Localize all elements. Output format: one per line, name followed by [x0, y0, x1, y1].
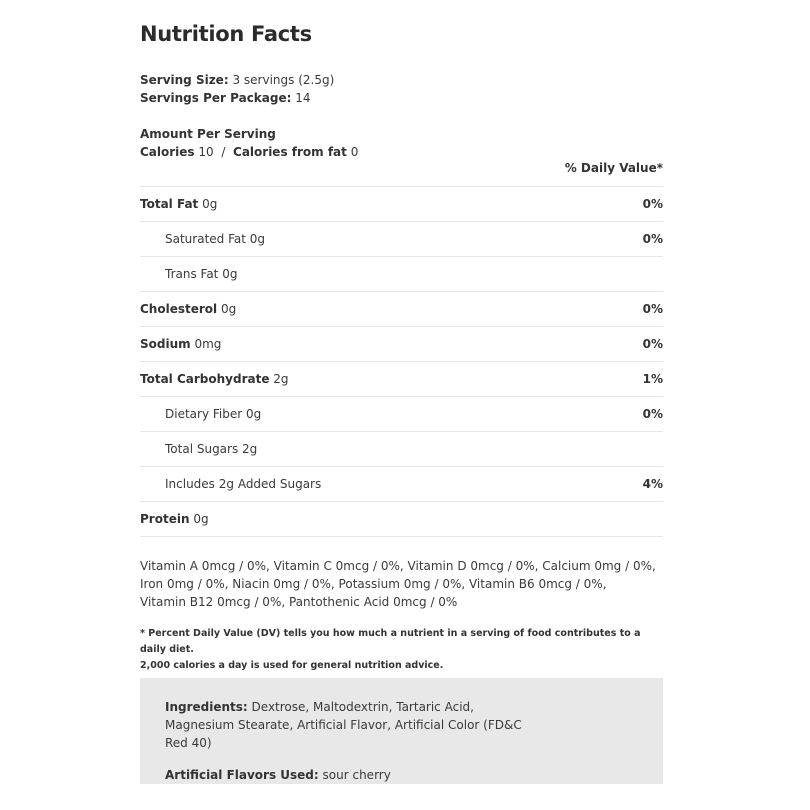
- ingredients-text: Dextrose, Maltodextrin, Tartaric Acid, Magnesium Stearate, Artificial Flavor, Artificial Color (FD&C Red 40): [165, 700, 522, 750]
- nutrient-percent: 0%: [642, 232, 663, 246]
- serving-size: [140, 71, 334, 89]
- ingredients-label: Ingredients:: [165, 700, 248, 714]
- daily-value-header: % Daily Value*: [564, 161, 663, 175]
- nutrient-value: 2g: [242, 442, 258, 456]
- nutrient-value: 0g: [222, 267, 238, 281]
- nutrient-value: 0g: [249, 232, 266, 246]
- serving-size-value: 3 servings (2.5g): [232, 73, 335, 87]
- nutrient-value: 0g: [246, 407, 262, 421]
- nutrient-table: [140, 186, 663, 537]
- nutrient-value: 0g: [220, 302, 237, 316]
- nutrient-label: Total Carbohydrate: [140, 372, 270, 386]
- nutrient-label: Sodium: [140, 337, 191, 351]
- nutrient-value: 0g: [202, 197, 218, 211]
- servings-per-package-value: 14: [295, 91, 311, 105]
- nutrient-percent: 4%: [642, 477, 663, 491]
- nutrient-label: Total Fat: [140, 197, 199, 211]
- nutrient-label: Cholesterol: [140, 302, 218, 316]
- nutrient-label: Protein: [140, 512, 190, 526]
- vitamins-line: Vitamin A 0mcg / 0%, Vitamin C 0mcg / 0%, Vitamin D 0mcg / 0%, Calcium 0mg / 0%,: [140, 559, 656, 573]
- nutrient-label: Saturated Fat: [165, 232, 246, 246]
- vitamins-line: Vitamin B12 0mcg / 0%, Pantothenic Acid 0mcg / 0%: [140, 595, 458, 609]
- nutrient-label: Includes 2g Added Sugars: [165, 477, 322, 491]
- nutrient-label: Trans Fat: [165, 267, 219, 281]
- artificial-flavors: [165, 766, 638, 784]
- calories-fat-value: 0: [350, 145, 359, 159]
- nutrient-value: 0g: [193, 512, 209, 526]
- page-title: Nutrition Facts: [140, 22, 312, 46]
- amount-heading: Amount Per Serving: [140, 127, 276, 141]
- nutrient-row-trans-fat: [140, 257, 663, 292]
- nutrient-row-cholesterol: [140, 292, 663, 327]
- vitamins-minerals: [140, 557, 663, 611]
- nutrient-row-dietary-fiber: [140, 397, 663, 432]
- servings-per-package-label: Servings Per Package:: [140, 91, 292, 105]
- nutrient-label: Total Sugars: [165, 442, 239, 456]
- nutrient-value: 2g: [273, 372, 289, 386]
- calories-line: [140, 143, 358, 161]
- calories-label: Calories: [140, 145, 195, 159]
- nutrient-percent: 0%: [642, 197, 663, 211]
- serving-size-label: Serving Size:: [140, 73, 229, 87]
- nutrient-percent: 0%: [642, 337, 663, 351]
- nutrient-value: 0mg: [194, 337, 222, 351]
- ingredients: [165, 698, 525, 752]
- nutrient-row-total-fat: [140, 187, 663, 222]
- nutrient-row-sodium: [140, 327, 663, 362]
- calories-separator: /: [221, 145, 226, 159]
- nutrient-row-added-sugars: [140, 467, 663, 502]
- amount-per-serving: [140, 125, 358, 161]
- calories-fat-label: Calories from fat: [233, 145, 347, 159]
- servings-per-package: [140, 89, 334, 107]
- nutrient-row-total-carbohydrate: [140, 362, 663, 397]
- nutrient-row-total-sugars: [140, 432, 663, 467]
- nutrient-percent: 0%: [642, 407, 663, 421]
- nutrient-percent: 0%: [642, 302, 663, 316]
- nutrient-row-saturated-fat: [140, 222, 663, 257]
- vitamins-line: Iron 0mg / 0%, Niacin 0mg / 0%, Potassium 0mg / 0%, Vitamin B6 0mcg / 0%,: [140, 577, 607, 591]
- footnote-line: 2,000 calories a day is used for general nutrition advice.: [140, 660, 444, 671]
- nutrient-percent: 1%: [642, 372, 663, 386]
- nutrient-row-protein: [140, 502, 663, 537]
- nutrient-label: Dietary Fiber: [165, 407, 243, 421]
- ingredients-box: [140, 678, 663, 784]
- serving-info: [140, 71, 334, 107]
- artificial-flavors-text: sour cherry: [322, 768, 391, 782]
- calories-value: 10: [198, 145, 214, 159]
- artificial-flavors-label: Artificial Flavors Used:: [165, 768, 319, 782]
- daily-value-footnote: [140, 626, 663, 674]
- footnote-line: * Percent Daily Value (DV) tells you how much a nutrient in a serving of food contributes to a daily diet.: [140, 628, 641, 655]
